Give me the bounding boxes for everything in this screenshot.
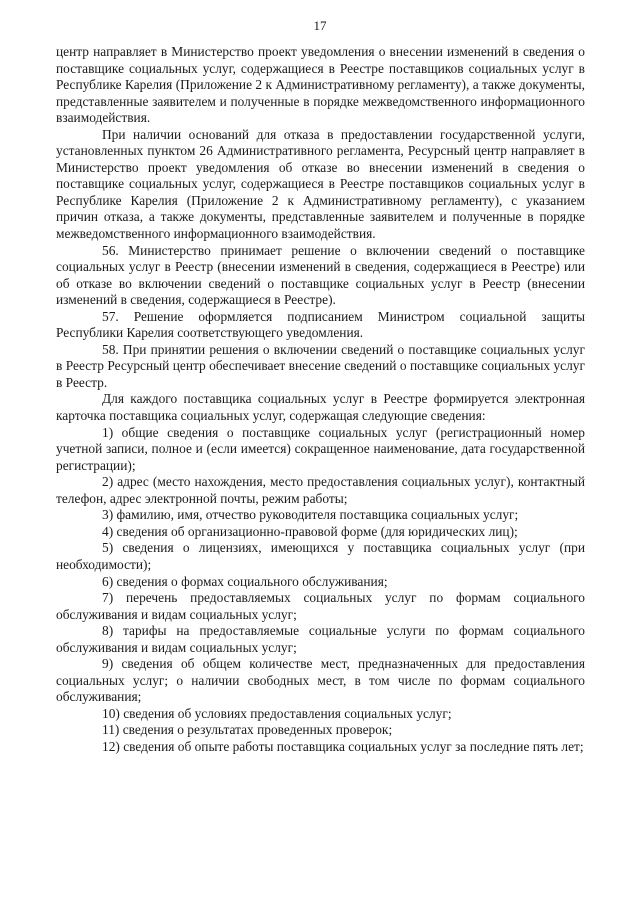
paragraph-continuation: центр направляет в Министерство проект уведомления о внесении изменений в сведения о поставщике социальных услуг, содержащиеся в Реестре поставщиков социальных услуг в Республике Карелия (Приложение 2 к Административному регламенту), а также документы, представленные заявителем и полученные в порядке межведомственного информационного взаимодействия.	[56, 44, 585, 126]
list-item-11: 11) сведения о результатах проведенных проверок;	[102, 722, 393, 738]
paragraph-56: 56. Министерство принимает решение о включении сведений о поставщике социальных услуг в Реестр (внесении изменений в сведения, содержащиеся в Реестре) или об отказе во включении сведений о поставщике социальных услуг в Реестр (внесении изменений в сведения, содержащиеся в Реестре).	[56, 242, 585, 308]
list-item-3: 3) фамилию, имя, отчество руководителя поставщика социальных услуг;	[102, 507, 519, 523]
paragraph-card-intro: Для каждого поставщика социальных услуг в Реестре формируется электронная карточка поставщика социальных услуг, содержащая следующие сведения:	[56, 391, 585, 424]
document-body	[56, 44, 585, 756]
list-item-6: 6) сведения о формах социального обслуживания;	[102, 573, 388, 589]
paragraph-58: 58. При принятии решения о включении сведений о поставщике социальных услуг в Реестр Ресурсный центр обеспечивает внесение сведений о поставщике социальных услуг в Реестр.	[56, 341, 585, 390]
list-item-1: 1) общие сведения о поставщике социальных услуг (регистрационный номер учетной записи, полное и (если имеется) сокращенное наименование, дата государственной регистрации);	[56, 424, 585, 473]
list-item-10: 10) сведения об условиях предоставления социальных услуг;	[102, 705, 452, 721]
list-item-5: 5) сведения о лицензиях, имеющихся у поставщика социальных услуг (при необходимости);	[56, 540, 585, 572]
page-number: 17	[313, 18, 327, 33]
list-item-12: 12) сведения об опыте работы поставщика социальных услуг за последние пять лет;	[102, 738, 584, 754]
list-item-9: 9) сведения об общем количестве мест, предназначенных для предоставления социальных услуг; о наличии свободных мест, в том числе по формам социального обслуживания;	[56, 656, 585, 705]
list-item-4: 4) сведения об организационно-правовой форме (для юридических лиц);	[102, 523, 518, 539]
list-item-2: 2) адрес (место нахождения, место предоставления социальных услуг), контактный телефон, адрес электронной почты, режим работы;	[56, 474, 585, 506]
list-item-8: 8) тарифы на предоставляемые социальные услуги по формам социального обслуживания и видам социальных услуг;	[56, 623, 585, 655]
paragraph-refusal-grounds: При наличии оснований для отказа в предоставлении государственной услуги, установленных пунктом 26 Административного регламента, Ресурсный центр направляет в Министерство проект уведомления об отказе во внесении изменений в сведения о поставщике социальных услуг, содержащиеся в Реестре поставщиков социальных услуг в Республике Карелия (Приложение 2 к Административному регламенту), с указанием причин отказа, а также документы, представленные заявителем и полученные в порядке межведомственного информационного взаимодействия.	[56, 126, 585, 242]
paragraph-57: 57. Решение оформляется подписанием Министром социальной защиты Республики Карелия соответствующего уведомления.	[56, 308, 585, 341]
list-item-7: 7) перечень предоставляемых социальных услуг по формам социального обслуживания и видам социальных услуг;	[56, 590, 585, 622]
